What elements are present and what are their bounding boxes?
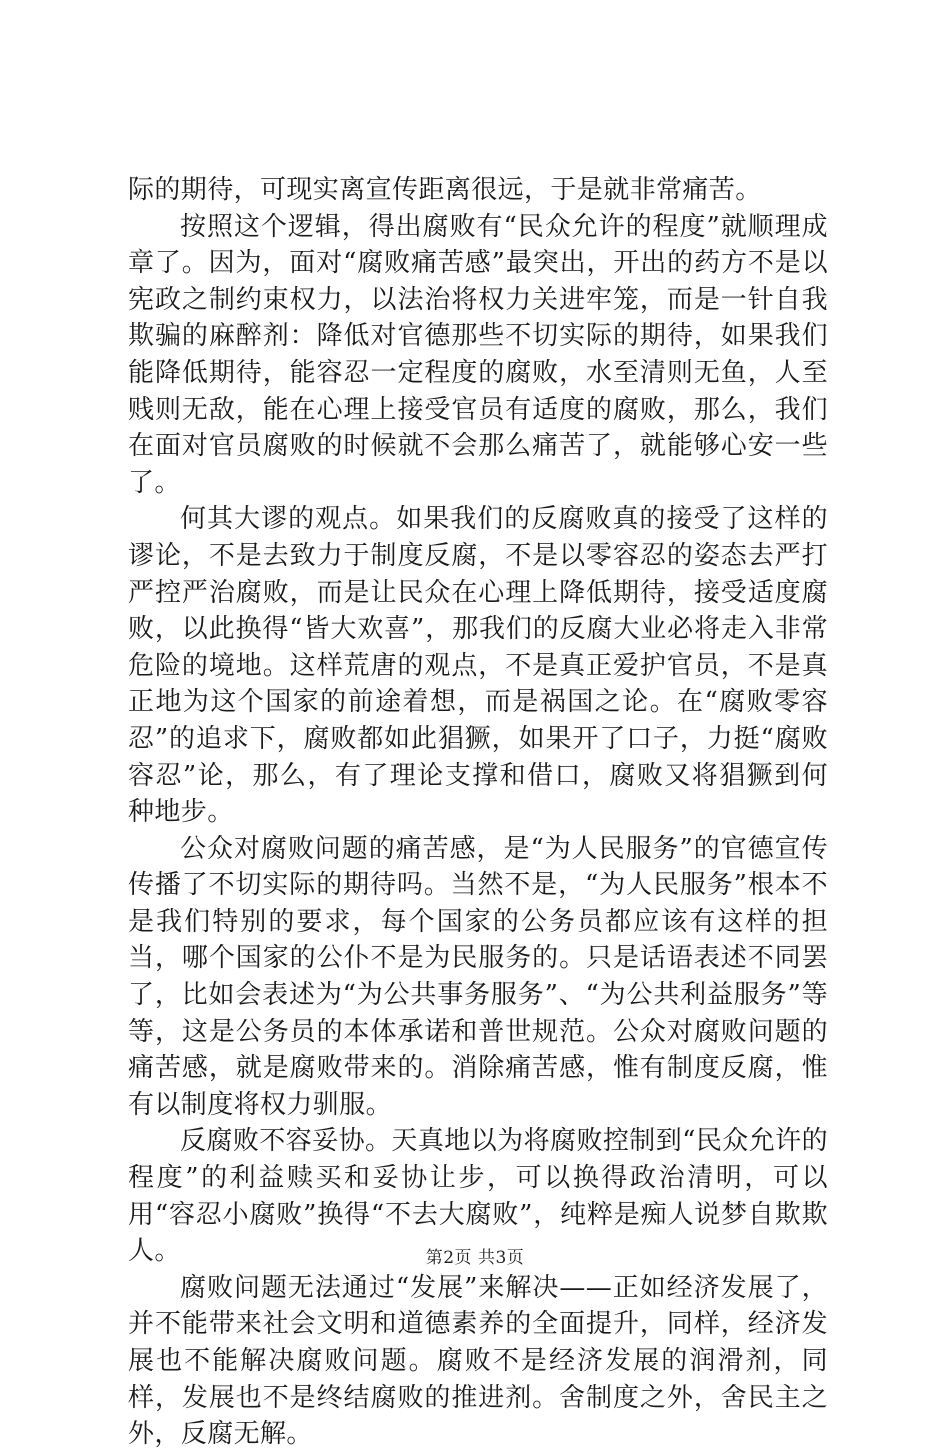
paragraph-development: 腐败问题无法通过“发展”来解决——正如经济发展了，并不能带来社会文明和道德素养的全面提升，同样，经济发展也不能解决腐败问题。腐败不是经济发展的润滑剂，同样，发展也不是终结腐败的推进剂。舍制度之外，舍民主之外，反腐无解。: [128, 1272, 828, 1450]
paragraph-no-compromise: 反腐败不容妥协。天真地以为将腐败控制到“民众允许的程度”的利益赎买和妥协让步，可以换得政治清明，可以用“容忍小腐败”换得“不去大腐败”，纯粹是痴人说梦自欺欺人。: [128, 1126, 828, 1267]
paragraph-rebuttal: 何其大谬的观点。如果我们的反腐败真的接受了这样的谬论，不是去致力于制度反腐，不是以零容忍的姿态去严打严控严治腐败，而是让民众在心理上降低期待，接受适度腐败，以此换得“皆大欢喜”，那我们的反腐大业必将走入非常危险的境地。这样荒唐的观点，不是真正爱护官员，不是真正地为这个国家的前途着想，而是祸国之论。在“腐败零容忍”的追求下，腐败都如此猖獗，如果开了口子，力挺“腐败容忍”论，那么，有了理论支撑和借口，腐败又将猖獗到何种地步。: [128, 504, 828, 828]
page-footer: 第2页 共3页: [425, 1248, 525, 1268]
paragraph-continuation: 际的期待，可现实离宣传距离很远，于是就非常痛苦。: [128, 175, 762, 205]
paragraph-logic-argument: 按照这个逻辑，得出腐败有“民众允许的程度”就顺理成章了。因为，面对“腐败痛苦感”最突出，开出的药方不是以宪政之制约束权力，以法治将权力关进牢笼，而是一针自我欺骗的麻醉剂：降低对官德那些不切实际的期待，如果我们能降低期待，能容忍一定程度的腐败，水至清则无鱼，人至贱则无敌，能在心理上接受官员有适度的腐败，那么，我们在面对官员腐败的时候就不会那么痛苦了，就能够心安一些了。: [128, 211, 828, 498]
paragraph-public-pain: 公众对腐败问题的痛苦感，是“为人民服务”的官德宣传传播了不切实际的期待吗。当然不是，“为人民服务”根本不是我们特别的要求，每个国家的公务员都应该有这样的担当，哪个国家的公仆不是为民服务的。只是话语表述不同罢了，比如会表述为“为公共事务服务”、“为公共利益服务”等等，这是公务员的本体承诺和普世规范。公众对腐败问题的痛苦感，就是腐败带来的。消除痛苦感，惟有制度反腐，惟有以制度将权力驯服。: [128, 833, 828, 1120]
